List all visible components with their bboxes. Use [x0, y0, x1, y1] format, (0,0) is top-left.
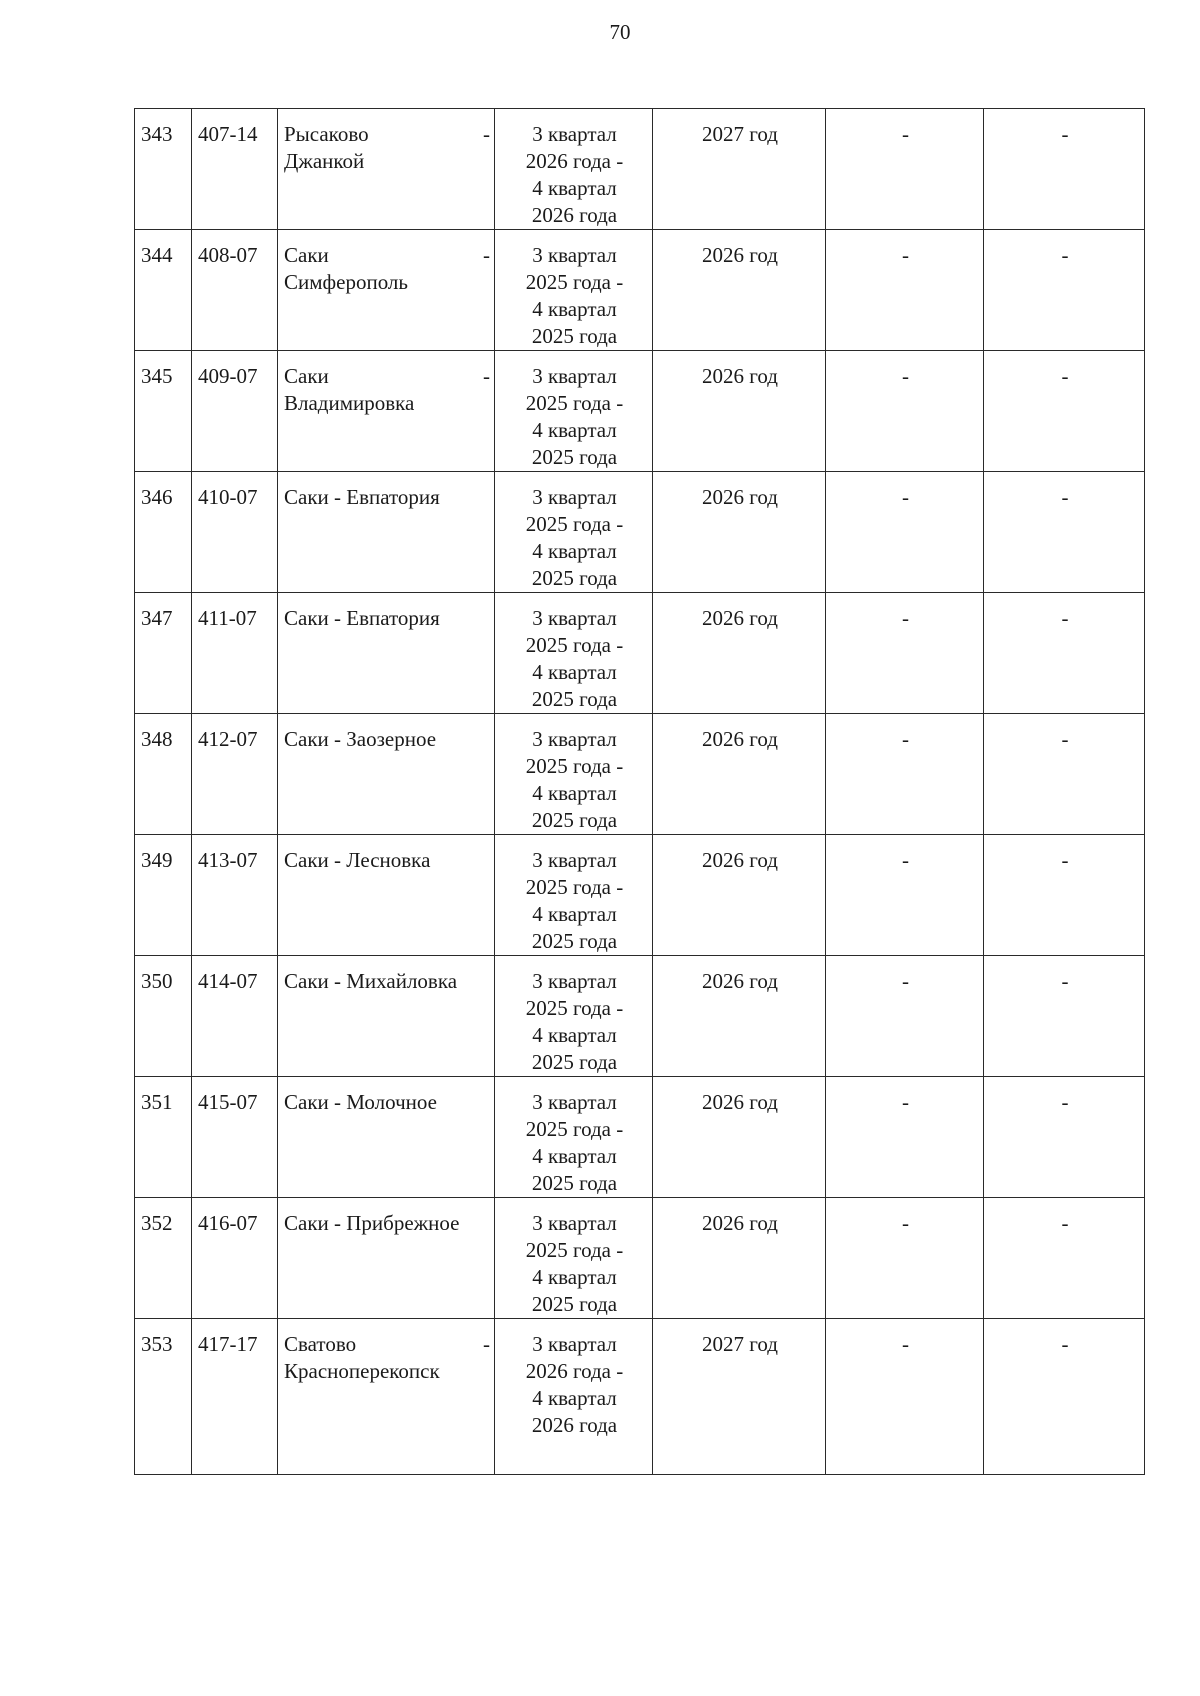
row-number-cell	[135, 1077, 192, 1198]
schedule-period-line: 3 квартал	[532, 1211, 617, 1235]
route-name-line	[284, 605, 490, 632]
column-b-cell	[984, 1077, 1145, 1198]
route-name-cell	[278, 109, 495, 230]
route-code: 411-07	[198, 606, 257, 630]
routes-table-body	[135, 109, 1145, 1475]
schedule-period-line: 4 квартал	[532, 781, 617, 805]
column-b-cell	[984, 351, 1145, 472]
schedule-period-line: 2026 года -	[525, 149, 624, 173]
column-a-cell	[826, 230, 984, 351]
table-row	[135, 1077, 1145, 1198]
table-row	[135, 1319, 1145, 1475]
column-b-value: -	[1061, 1211, 1069, 1235]
row-number-cell	[135, 230, 192, 351]
route-name-line	[284, 1210, 490, 1237]
column-a-value: -	[902, 1090, 909, 1114]
row-number-cell	[135, 351, 192, 472]
year-value: 2027 год	[702, 122, 778, 146]
schedule-period-line: 3 квартал	[532, 364, 617, 388]
column-a-value: -	[902, 1332, 909, 1356]
schedule-period-line: 3 квартал	[532, 122, 617, 146]
column-a-value: -	[902, 606, 909, 630]
year-value: 2026 год	[702, 727, 778, 751]
year-cell	[653, 956, 826, 1077]
column-b-cell	[984, 835, 1145, 956]
route-name-cell	[278, 472, 495, 593]
schedule-period-line: 2025 года -	[525, 633, 624, 657]
route-code: 413-07	[198, 848, 258, 872]
schedule-period-line: 4 квартал	[532, 176, 617, 200]
schedule-period-line: 4 квартал	[532, 1144, 617, 1168]
schedule-period-line: 2025 года -	[525, 754, 624, 778]
row-number: 350	[141, 969, 173, 993]
schedule-period-line: 2025 года -	[525, 270, 624, 294]
table-row	[135, 593, 1145, 714]
route-code-cell	[192, 1319, 278, 1475]
route-code: 408-07	[198, 243, 258, 267]
schedule-period-line: 2026 года	[531, 203, 618, 227]
route-name-cell	[278, 230, 495, 351]
column-a-value: -	[902, 727, 909, 751]
route-name-line	[284, 242, 490, 269]
route-code: 416-07	[198, 1211, 258, 1235]
route-name-cell	[278, 1077, 495, 1198]
route-name-cell	[278, 956, 495, 1077]
row-number: 344	[141, 243, 173, 267]
year-cell	[653, 1319, 826, 1475]
route-code-cell	[192, 1077, 278, 1198]
year-value: 2026 год	[702, 485, 778, 509]
route-name-start: Саки	[284, 243, 329, 267]
route-name-start: Саки - Молочное	[284, 1090, 437, 1114]
column-a-value: -	[902, 1211, 909, 1235]
row-number: 351	[141, 1090, 173, 1114]
route-name-start: Рысаково	[284, 122, 369, 146]
schedule-period-line: 3 квартал	[532, 969, 617, 993]
column-b-value: -	[1061, 1332, 1069, 1356]
route-name-line	[284, 847, 490, 874]
column-b-cell	[984, 714, 1145, 835]
route-code-cell	[192, 714, 278, 835]
route-name-line	[284, 968, 490, 995]
schedule-period-line: 4 квартал	[532, 902, 617, 926]
column-b-value: -	[1061, 1090, 1069, 1114]
schedule-period-line: 2025 года	[531, 1171, 618, 1195]
page-number: 70	[609, 20, 631, 44]
column-a-cell	[826, 1319, 984, 1475]
year-cell	[653, 109, 826, 230]
routes-table	[134, 108, 1145, 1475]
schedule-period-line: 2025 года	[531, 929, 618, 953]
route-name-start: Сватово	[284, 1332, 357, 1356]
route-name-cell	[278, 1198, 495, 1319]
schedule-period-cell	[495, 472, 653, 593]
schedule-period-line: 4 квартал	[532, 660, 617, 684]
route-name-start: Саки - Лесновка	[284, 848, 431, 872]
table-row	[135, 472, 1145, 593]
schedule-period-line: 2025 года -	[525, 391, 624, 415]
year-value: 2026 год	[702, 969, 778, 993]
schedule-period-cell	[495, 1198, 653, 1319]
year-cell	[653, 835, 826, 956]
year-cell	[653, 1198, 826, 1319]
row-number-cell	[135, 109, 192, 230]
route-code-cell	[192, 109, 278, 230]
schedule-period-line: 3 квартал	[532, 243, 617, 267]
route-code-cell	[192, 835, 278, 956]
schedule-period-line: 2025 года -	[525, 1117, 624, 1141]
column-b-value: -	[1061, 122, 1069, 146]
route-name-line	[284, 121, 490, 148]
schedule-period-cell	[495, 593, 653, 714]
route-name-dash: -	[483, 122, 490, 146]
route-name-end: Джанкой	[284, 149, 365, 173]
schedule-period-line: 4 квартал	[532, 539, 617, 563]
route-name-end: Владимировка	[284, 391, 415, 415]
route-name-start: Саки - Заозерное	[284, 727, 437, 751]
row-number: 349	[141, 848, 173, 872]
route-name-dash: -	[483, 364, 490, 388]
route-code-cell	[192, 230, 278, 351]
route-name-start: Саки	[284, 364, 329, 388]
table-row	[135, 956, 1145, 1077]
schedule-period-cell	[495, 109, 653, 230]
schedule-period-cell	[495, 230, 653, 351]
row-number-cell	[135, 1319, 192, 1475]
route-code-cell	[192, 472, 278, 593]
schedule-period-cell	[495, 1319, 653, 1475]
row-number: 347	[141, 606, 173, 630]
column-a-value: -	[902, 848, 909, 872]
route-code: 412-07	[198, 727, 258, 751]
column-a-cell	[826, 714, 984, 835]
route-code: 415-07	[198, 1090, 258, 1114]
year-cell	[653, 230, 826, 351]
schedule-period-line: 3 квартал	[532, 1332, 617, 1356]
route-name-cell	[278, 1319, 495, 1475]
route-name-cell	[278, 593, 495, 714]
row-number: 346	[141, 485, 173, 509]
column-a-cell	[826, 351, 984, 472]
schedule-period-line: 2026 года -	[525, 1359, 624, 1383]
year-value: 2026 год	[702, 606, 778, 630]
year-cell	[653, 472, 826, 593]
schedule-period-line: 3 квартал	[532, 727, 617, 751]
table-row	[135, 1198, 1145, 1319]
route-name-cell	[278, 351, 495, 472]
route-code: 414-07	[198, 969, 258, 993]
route-name-dash: -	[483, 1332, 490, 1356]
column-a-cell	[826, 1077, 984, 1198]
column-b-cell	[984, 1198, 1145, 1319]
column-b-cell	[984, 230, 1145, 351]
row-number-cell	[135, 1198, 192, 1319]
year-cell	[653, 351, 826, 472]
column-a-value: -	[902, 122, 909, 146]
schedule-period-line: 2025 года	[531, 1050, 618, 1074]
schedule-period-line: 2025 года	[531, 445, 618, 469]
route-name-start: Саки - Евпатория	[284, 485, 440, 509]
schedule-period-line: 3 квартал	[532, 606, 617, 630]
year-value: 2027 год	[702, 1332, 778, 1356]
schedule-period-cell	[495, 351, 653, 472]
route-code-cell	[192, 351, 278, 472]
table-row	[135, 835, 1145, 956]
route-code: 407-14	[198, 122, 258, 146]
row-number: 353	[141, 1332, 173, 1356]
schedule-period-line: 4 квартал	[532, 1023, 617, 1047]
schedule-period-line: 2026 года	[531, 1413, 618, 1437]
year-value: 2026 год	[702, 1211, 778, 1235]
route-name-line	[284, 484, 490, 511]
year-cell	[653, 1077, 826, 1198]
column-b-value: -	[1061, 727, 1069, 751]
route-code-cell	[192, 1198, 278, 1319]
route-name-start: Саки - Михайловка	[284, 969, 458, 993]
route-code: 417-17	[198, 1332, 258, 1356]
column-a-cell	[826, 835, 984, 956]
route-name-cell	[278, 835, 495, 956]
row-number-cell	[135, 714, 192, 835]
column-a-cell	[826, 109, 984, 230]
table-row	[135, 714, 1145, 835]
schedule-period-line: 2025 года	[531, 1292, 618, 1316]
route-name-start: Саки - Евпатория	[284, 606, 440, 630]
column-b-value: -	[1061, 848, 1069, 872]
row-number-cell	[135, 593, 192, 714]
year-cell	[653, 593, 826, 714]
column-a-cell	[826, 1198, 984, 1319]
column-b-value: -	[1061, 364, 1069, 388]
row-number: 343	[141, 122, 173, 146]
route-code-cell	[192, 956, 278, 1077]
column-a-value: -	[902, 485, 909, 509]
schedule-period-line: 2025 года -	[525, 1238, 624, 1262]
schedule-period-line: 4 квартал	[532, 418, 617, 442]
table-row	[135, 109, 1145, 230]
column-a-cell	[826, 472, 984, 593]
schedule-period-line: 2025 года	[531, 324, 618, 348]
table-row	[135, 230, 1145, 351]
schedule-period-line: 3 квартал	[532, 485, 617, 509]
route-name-line	[284, 1331, 490, 1358]
year-value: 2026 год	[702, 243, 778, 267]
column-b-cell	[984, 472, 1145, 593]
year-cell	[653, 714, 826, 835]
year-value: 2026 год	[702, 848, 778, 872]
schedule-period-line: 2025 года -	[525, 875, 624, 899]
route-code-cell	[192, 593, 278, 714]
row-number-cell	[135, 835, 192, 956]
schedule-period-line: 3 квартал	[532, 1090, 617, 1114]
column-b-value: -	[1061, 606, 1069, 630]
column-a-cell	[826, 593, 984, 714]
year-value: 2026 год	[702, 364, 778, 388]
route-code: 410-07	[198, 485, 258, 509]
route-name-end: Симферополь	[284, 270, 408, 294]
schedule-period-cell	[495, 714, 653, 835]
column-a-value: -	[902, 364, 909, 388]
column-b-cell	[984, 109, 1145, 230]
column-b-value: -	[1061, 969, 1069, 993]
schedule-period-line: 3 квартал	[532, 848, 617, 872]
column-b-cell	[984, 593, 1145, 714]
column-a-cell	[826, 956, 984, 1077]
route-name-start: Саки - Прибрежное	[284, 1211, 460, 1235]
table-row	[135, 351, 1145, 472]
schedule-period-line: 2025 года -	[525, 996, 624, 1020]
route-name-cell	[278, 714, 495, 835]
column-b-cell	[984, 1319, 1145, 1475]
schedule-period-line: 4 квартал	[532, 1265, 617, 1289]
row-number: 352	[141, 1211, 173, 1235]
route-name-dash: -	[483, 243, 490, 267]
row-number: 345	[141, 364, 173, 388]
route-code: 409-07	[198, 364, 258, 388]
row-number-cell	[135, 956, 192, 1077]
year-value: 2026 год	[702, 1090, 778, 1114]
schedule-period-cell	[495, 835, 653, 956]
schedule-period-line: 2025 года	[531, 808, 618, 832]
column-a-value: -	[902, 243, 909, 267]
schedule-period-cell	[495, 1077, 653, 1198]
route-name-line	[284, 363, 490, 390]
route-name-end: Красноперекопск	[284, 1359, 440, 1383]
column-b-value: -	[1061, 243, 1069, 267]
schedule-period-line: 2025 года	[531, 687, 618, 711]
column-a-value: -	[902, 969, 909, 993]
schedule-period-line: 4 квартал	[532, 297, 617, 321]
schedule-period-line: 4 квартал	[532, 1386, 617, 1410]
row-number: 348	[141, 727, 173, 751]
schedule-period-line: 2025 года -	[525, 512, 624, 536]
schedule-period-cell	[495, 956, 653, 1077]
route-name-line	[284, 726, 490, 753]
route-name-line	[284, 1089, 490, 1116]
column-b-cell	[984, 956, 1145, 1077]
column-b-value: -	[1061, 485, 1069, 509]
row-number-cell	[135, 472, 192, 593]
schedule-period-line: 2025 года	[531, 566, 618, 590]
